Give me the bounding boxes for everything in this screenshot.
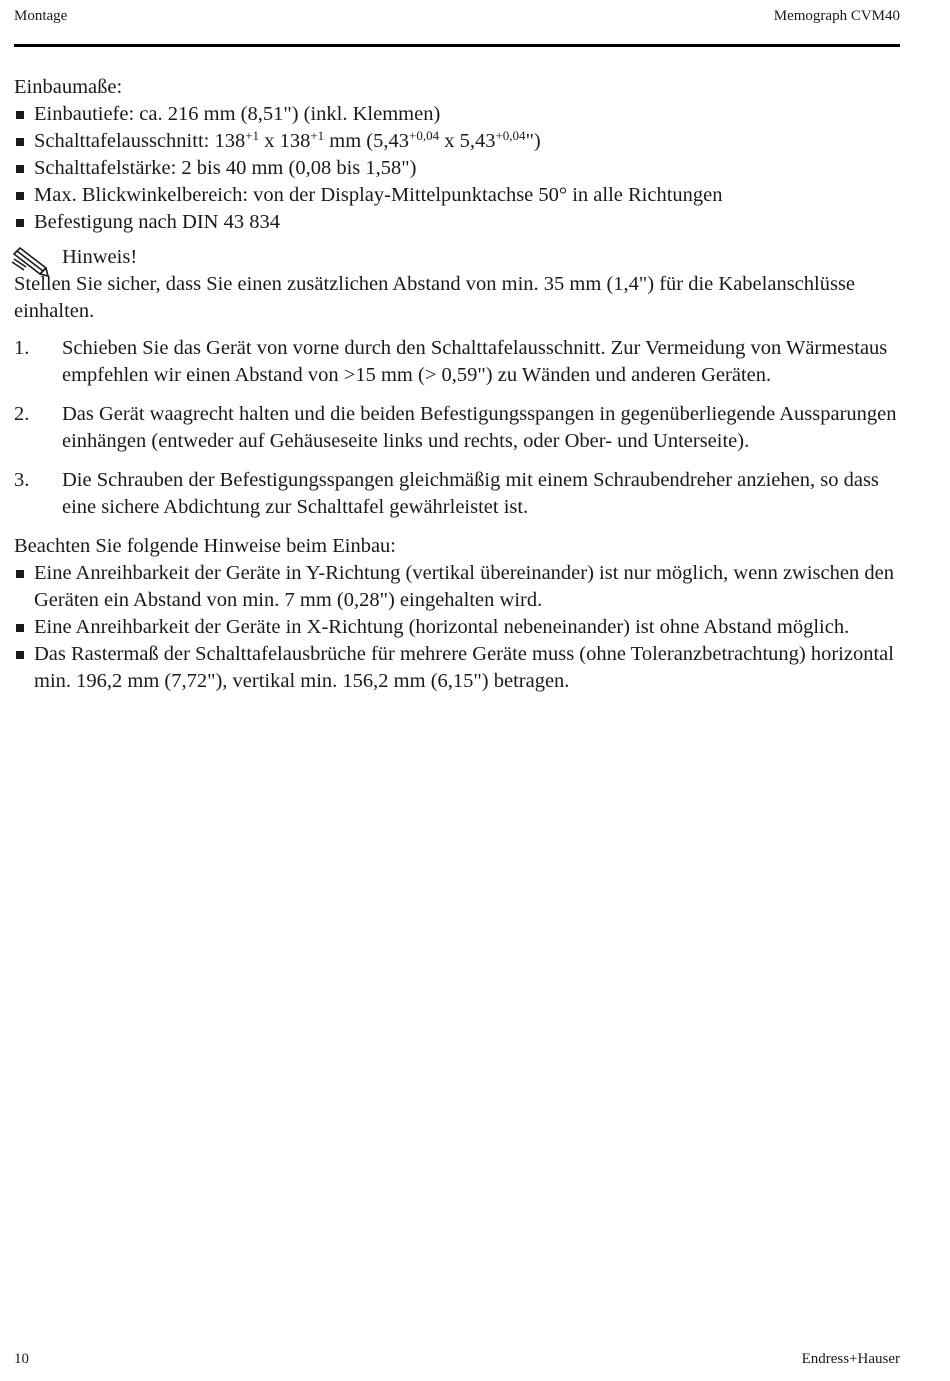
dimension-list xyxy=(14,101,902,236)
step-list xyxy=(14,335,902,521)
list-item: Befestigung nach DIN 43 834 xyxy=(14,209,902,236)
step-text: Schieben Sie das Gerät von vorne durch den Schalttafelausschnitt. Zur Vermeidung von Wärmestaus empfehlen wir einen Abstand von >15 mm (> 0,59") zu Wänden und anderen Geräten. xyxy=(62,337,888,386)
note-title: Hinweis! xyxy=(62,246,138,268)
note-block xyxy=(14,244,902,325)
step-text: Die Schrauben der Befestigungsspangen gleichmäßig mit einem Schraubendreher anziehen, so dass eine sichere Abdichtung zur Schalttafel gewährleistet ist. xyxy=(62,469,879,518)
step-text: Das Gerät waagrecht halten und die beiden Befestigungsspangen in gegenüberliegende Aussparungen einhängen (entweder auf Gehäuseseite links und rechts, oder Ober- und Unterseite). xyxy=(62,403,897,452)
install-notes-list xyxy=(14,560,902,695)
page-content xyxy=(14,74,902,695)
note-text: Stellen Sie sicher, dass Sie einen zusätzlichen Abstand von min. 35 mm (1,4") für die Kabelanschlüsse einhalten. xyxy=(14,273,856,322)
step-number: 1. xyxy=(14,337,30,359)
tolerance: +1 xyxy=(245,128,260,143)
step-number: 2. xyxy=(14,403,30,425)
tolerance: +0,04 xyxy=(409,128,440,143)
step-item xyxy=(14,467,902,521)
list-item: Das Rastermaß der Schalttafelausbrüche für mehrere Geräte muss (ohne Toleranzbetrachtung) horizontal min. 196,2 mm (7,72"), vertikal min. 156,2 mm (6,15") betragen. xyxy=(14,641,902,695)
note-header xyxy=(14,244,902,271)
cutout-text: mm (5,43 xyxy=(324,130,409,152)
header-section: Montage xyxy=(14,8,68,24)
list-item xyxy=(14,128,902,155)
page-number: 10 xyxy=(14,1351,29,1367)
list-item: Einbautiefe: ca. 216 mm (8,51") (inkl. Klemmen) xyxy=(14,101,902,128)
step-number: 3. xyxy=(14,469,30,491)
list-item: Eine Anreihbarkeit der Geräte in Y-Richtung (vertikal übereinander) ist nur möglich, wenn zwischen den Geräten ein Abstand von min. 7 mm (0,28") eingehalten wird. xyxy=(14,560,902,614)
header-product: Memograph CVM40 xyxy=(773,8,900,24)
page-header xyxy=(14,8,900,28)
list-item: Eine Anreihbarkeit der Geräte in X-Richtung (horizontal nebeneinander) ist ohne Abstand möglich. xyxy=(14,614,902,641)
tolerance: +0,04 xyxy=(495,128,526,143)
pencil-note-icon xyxy=(8,242,52,278)
header-rule xyxy=(14,44,900,47)
step-item xyxy=(14,401,902,455)
cutout-text: Schalttafelausschnitt: 138 xyxy=(34,130,246,152)
list-item: Max. Blickwinkelbereich: von der Display-Mittelpunktachse 50° in alle Richtungen xyxy=(14,182,902,209)
cutout-text: x 5,43 xyxy=(439,130,496,152)
list-item: Schalttafelstärke: 2 bis 40 mm (0,08 bis 1,58") xyxy=(14,155,902,182)
step-item xyxy=(14,335,902,389)
brand-name: Endress+Hauser xyxy=(801,1351,900,1367)
section-title: Einbaumaße: xyxy=(14,76,123,98)
install-notes-intro: Beachten Sie folgende Hinweise beim Einbau: xyxy=(14,535,396,557)
cutout-text: x 138 xyxy=(259,130,311,152)
cutout-text: ") xyxy=(525,130,541,152)
tolerance: +1 xyxy=(310,128,325,143)
